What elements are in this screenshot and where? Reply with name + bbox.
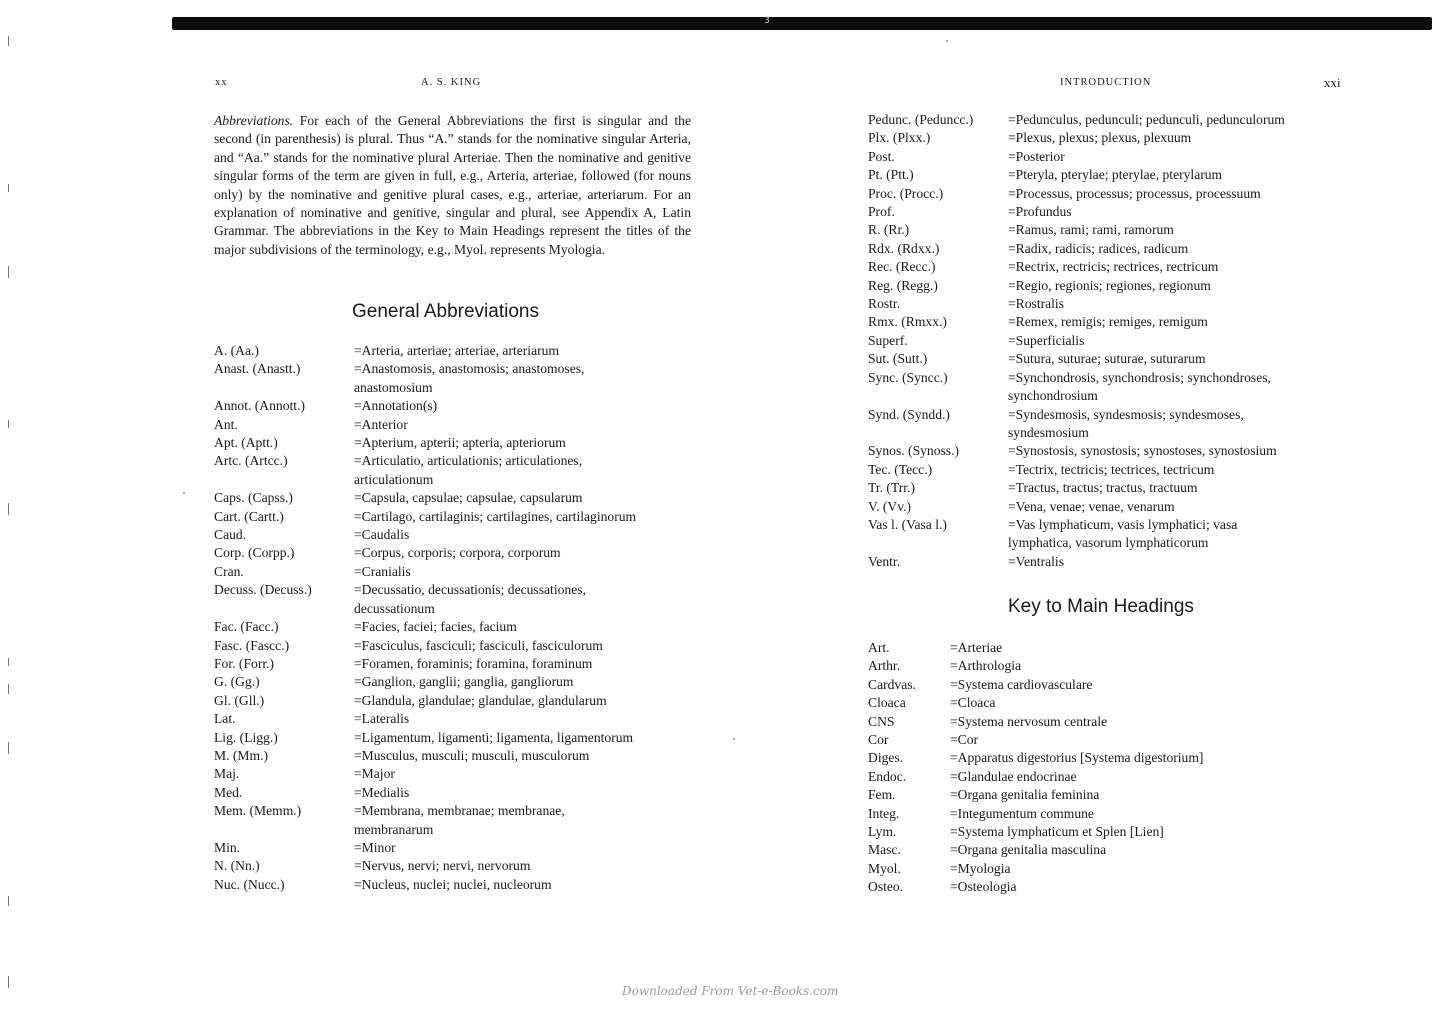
abbreviation-entry (214, 544, 694, 562)
abbreviation-definition: =Rostralis (1008, 296, 1065, 312)
abbreviation-definition: =Integumentum commune (950, 805, 1094, 821)
abbreviation-term: Plx. (Plxx.) (868, 130, 931, 146)
abbreviation-entry (214, 655, 694, 673)
abbreviation-entry (214, 397, 694, 415)
abbreviation-entry (868, 461, 1348, 479)
general-abbreviations-list-left (214, 342, 694, 894)
abbreviation-definition: =Cranialis (354, 563, 411, 579)
abbreviation-term: Osteo. (868, 879, 904, 895)
abbreviation-term: Lym. (868, 824, 897, 840)
abbreviation-entry (214, 526, 694, 544)
abbreviation-entry (868, 878, 1348, 896)
abbreviation-entry (214, 416, 694, 434)
abbreviation-entry (868, 240, 1348, 258)
abbreviation-entry (868, 258, 1348, 276)
download-credit: Downloaded From Vet-e-Books.com (622, 984, 839, 998)
abbreviation-term: Endoc. (868, 768, 907, 784)
abbreviation-entry (214, 765, 694, 783)
general-abbreviations-heading: General Abbreviations (352, 301, 539, 322)
abbreviation-entry (868, 295, 1348, 313)
abbreviation-definition: =Processus, processus; processus, processuum (1008, 185, 1261, 201)
abbreviation-definition: =Minor (354, 839, 396, 855)
abbreviation-term: Synd. (Syndd.) (868, 406, 950, 422)
scan-speck (183, 492, 185, 494)
abbreviation-term: Caps. (Capss.) (214, 490, 293, 506)
scan-mark: 3 (764, 16, 770, 26)
abbreviation-definition: =Organa genitalia feminina (950, 787, 1100, 803)
abbreviation-definition: =Tectrix, tectricis; tectrices, tectricum (1008, 461, 1215, 477)
abbreviation-definition: =Synostosis, synostosis; synostoses, synostosium (1008, 443, 1277, 459)
abbreviation-term: Anast. (Anastt.) (214, 361, 301, 377)
abbreviation-definition: =Ramus, rami; rami, ramorum (1008, 222, 1174, 238)
abbreviation-entry (868, 786, 1348, 804)
intro-text: For each of the General Abbreviations the first is singular and the second (in parenthesis) is plural. Thus “A.” stands for the nominative singular Arteria, and “Aa.” stands for the nominative plural Arteriae. Then the nominative and genitive singular forms of the term are given in full, e.g., Arteria, arteriae, followed (for nouns only) by the nominative and genitive plural cases, e.g., arteriae, arteriarum. For an explanation of nominative and genitive, singular and plural, see Appendix A, Latin Grammar. The abbreviations in the Key to Main Headings represent the titles of the major subdivisions of the terminology, e.g., Myol. represents Myologia. (214, 113, 691, 257)
right-running-title: INTRODUCTION (1060, 77, 1152, 88)
abbreviation-definition: =Medialis (354, 784, 410, 800)
abbreviation-term: Fac. (Facc.) (214, 619, 279, 635)
abbreviation-entry (868, 713, 1348, 731)
key-to-main-headings-heading: Key to Main Headings (1008, 596, 1194, 617)
abbreviation-definition: =Profundus (1008, 204, 1072, 220)
abbreviation-term: Myol. (868, 860, 901, 876)
abbreviation-term: For. (Forr.) (214, 655, 275, 671)
abbreviation-term: Lat. (214, 711, 236, 727)
abbreviation-entry (868, 203, 1348, 221)
abbreviation-definition: =Cartilago, cartilaginis; cartilagines, cartilaginorum (354, 508, 637, 524)
abbreviation-term: Annot. (Annott.) (214, 398, 305, 414)
abbreviation-entry (868, 148, 1348, 166)
abbreviation-definition: =Vas lymphaticum, vasis lymphatici; vasa lymphatica, vasorum lymphaticorum (1008, 516, 1238, 551)
abbreviation-term: Lig. (Ligg.) (214, 729, 278, 745)
abbreviation-term: Cloaca (868, 695, 906, 711)
abbreviation-entry (868, 166, 1348, 184)
abbreviation-definition: =Foramen, foraminis; foramina, foraminum (354, 655, 593, 671)
abbreviation-definition: =Arteriae (950, 640, 1003, 655)
key-to-main-headings-list (868, 639, 1348, 897)
abbreviation-entry (214, 729, 694, 747)
abbreviation-entry (214, 508, 694, 526)
abbreviation-term: Post. (868, 148, 895, 164)
abbreviation-definition: =Nervus, nervi; nervi, nervorum (354, 858, 531, 874)
abbreviation-entry (868, 768, 1348, 786)
abbreviation-definition: =Systema cardiovasculare (950, 676, 1093, 692)
abbreviation-term: Cardvas. (868, 676, 916, 692)
abbreviation-entry (868, 350, 1348, 368)
abbreviation-definition: =Tractus, tractus; tractus, tractuum (1008, 480, 1198, 496)
abbreviation-definition: =Regio, regionis; regiones, regionum (1008, 277, 1211, 293)
abbreviation-term: Vas l. (Vasa l.) (868, 516, 947, 532)
abbreviation-entry (214, 618, 694, 636)
left-running-title: A. S. KING (421, 77, 482, 88)
abbreviation-term: Rdx. (Rdxx.) (868, 240, 940, 256)
abbreviation-definition: =Radix, radicis; radices, radicum (1008, 240, 1189, 256)
abbreviation-term: Rostr. (868, 296, 901, 312)
abbreviation-entry (868, 841, 1348, 859)
abbreviation-definition: =Annotation(s) (354, 398, 438, 414)
abbreviation-term: V. (Vv.) (868, 498, 912, 514)
abbreviation-entry (868, 129, 1348, 147)
abbreviation-definition: =Glandula, glandulae; glandulae, glandularum (354, 692, 607, 708)
abbreviation-term: A. (Aa.) (214, 343, 259, 358)
abbreviation-definition: =Systema lymphaticum et Splen [Lien] (950, 824, 1164, 840)
abbreviation-definition: =Corpus, corporis; corpora, corporum (354, 545, 561, 561)
abbreviation-entry (214, 692, 694, 710)
abbreviation-definition: =Sutura, suturae; suturae, suturarum (1008, 351, 1206, 367)
abbreviation-entry (868, 498, 1348, 516)
scan-top-bar (172, 17, 1432, 30)
abbreviation-term: Rec. (Recc.) (868, 259, 936, 275)
abbreviation-term: Gl. (Gll.) (214, 692, 265, 708)
abbreviation-definition: =Major (354, 766, 395, 782)
general-abbreviations-list-right (868, 111, 1348, 571)
abbreviation-term: Ventr. (868, 553, 901, 569)
abbreviation-entry (214, 452, 694, 489)
abbreviation-definition: =Ganglion, ganglii; ganglia, gangliorum (354, 674, 574, 690)
abbreviation-term: Pt. (Ptt.) (868, 167, 914, 183)
abbreviation-definition: =Musculus, musculi; musculi, musculorum (354, 747, 590, 763)
abbreviation-term: Fasc. (Fascc.) (214, 637, 290, 653)
abbreviation-term: Maj. (214, 766, 240, 782)
abbreviation-term: G. (Gg.) (214, 674, 260, 690)
abbreviation-term: Diges. (868, 750, 904, 766)
abbreviation-definition: =Systema nervosum centrale (950, 713, 1108, 729)
abbreviation-entry (214, 489, 694, 507)
abbreviation-term: Tr. (Trr.) (868, 480, 915, 496)
intro-paragraph (214, 112, 691, 259)
right-page-number: xxi (1324, 75, 1341, 90)
abbreviation-term: Proc. (Procc.) (868, 185, 944, 201)
abbreviation-entry (868, 185, 1348, 203)
abbreviation-definition: =Synchondrosis, synchondrosis; synchondroses, synchondrosium (1008, 369, 1271, 404)
abbreviation-definition: =Nucleus, nuclei; nuclei, nucleorum (354, 876, 552, 892)
abbreviation-entry (868, 676, 1348, 694)
abbreviation-term: Cor (868, 732, 889, 748)
abbreviation-term: Integ. (868, 805, 900, 821)
abbreviation-entry (868, 313, 1348, 331)
abbreviation-term: Decuss. (Decuss.) (214, 582, 312, 598)
abbreviation-definition: =Cor (950, 732, 979, 748)
abbreviation-entry (868, 369, 1348, 406)
abbreviation-entry (868, 553, 1348, 571)
abbreviation-definition: =Arthrologia (950, 658, 1022, 674)
abbreviation-entry (868, 805, 1348, 823)
abbreviation-definition: =Apterium, apterii; apteria, apteriorum (354, 435, 566, 451)
abbreviation-entry (214, 342, 694, 360)
abbreviation-entry (214, 673, 694, 691)
abbreviation-definition: =Rectrix, rectricis; rectrices, rectricum (1008, 259, 1219, 275)
abbreviation-definition: =Anterior (354, 416, 408, 432)
abbreviation-term: Nuc. (Nucc.) (214, 876, 285, 892)
abbreviation-term: M. (Mm.) (214, 747, 268, 763)
abbreviation-term: Art. (868, 640, 890, 655)
abbreviation-term: R. (Rr.) (868, 222, 910, 238)
abbreviation-entry (868, 442, 1348, 460)
abbreviation-definition: =Organa genitalia masculina (950, 842, 1107, 858)
abbreviation-entry (214, 563, 694, 581)
abbreviation-definition: =Fasciculus, fasciculi; fasciculi, fasciculorum (354, 637, 603, 653)
abbreviation-entry (214, 434, 694, 452)
abbreviation-entry (868, 516, 1348, 553)
abbreviation-definition: =Syndesmosis, syndesmosis; syndesmoses, syndesmosium (1008, 406, 1244, 440)
abbreviation-entry (214, 747, 694, 765)
abbreviation-entry (868, 749, 1348, 767)
abbreviation-term: CNS (868, 713, 895, 729)
abbreviation-term: Apt. (Aptt.) (214, 435, 278, 451)
abbreviation-term: Caud. (214, 527, 247, 543)
abbreviation-entry (868, 277, 1348, 295)
abbreviation-entry (214, 839, 694, 857)
abbreviation-definition: =Arteria, arteriae; arteriae, arteriarum (354, 343, 560, 358)
abbreviation-term: Sync. (Syncc.) (868, 369, 948, 385)
abbreviation-definition: =Myologia (950, 860, 1011, 876)
abbreviation-entry (214, 784, 694, 802)
scan-margin-marks (4, 0, 16, 1028)
abbreviation-definition: =Pedunculus, pedunculi; pedunculi, pedunculorum (1008, 112, 1285, 127)
left-page-number: xx (215, 77, 228, 88)
intro-lead: Abbreviations. (214, 113, 294, 128)
abbreviation-term: Rmx. (Rmxx.) (868, 314, 947, 330)
abbreviation-entry (868, 406, 1348, 443)
abbreviation-definition: =Apparatus digestorius [Systema digestorium] (950, 750, 1204, 766)
abbreviation-entry (214, 637, 694, 655)
abbreviation-term: Ant. (214, 416, 238, 432)
abbreviation-term: Cart. (Cartt.) (214, 508, 284, 524)
abbreviation-definition: =Caudalis (354, 527, 410, 543)
abbreviation-definition: =Lateralis (354, 711, 410, 727)
abbreviation-definition: =Cloaca (950, 695, 996, 711)
abbreviation-term: Mem. (Memm.) (214, 803, 302, 819)
abbreviation-entry (214, 802, 694, 839)
abbreviation-definition: =Decussatio, decussationis; decussationes, decussationum (354, 582, 586, 616)
abbreviation-entry (214, 876, 694, 894)
abbreviation-term: Med. (214, 784, 243, 800)
abbreviation-entry (868, 479, 1348, 497)
abbreviation-entry (868, 639, 1348, 657)
abbreviation-entry (868, 332, 1348, 350)
abbreviation-term: Synos. (Synoss.) (868, 443, 960, 459)
scan-speck (946, 40, 948, 42)
abbreviation-entry (214, 710, 694, 728)
abbreviation-definition: =Posterior (1008, 148, 1065, 164)
abbreviation-term: Reg. (Regg.) (868, 277, 938, 293)
abbreviation-definition: =Ligamentum, ligamenti; ligamenta, ligamentorum (354, 729, 634, 745)
abbreviation-term: Masc. (868, 842, 901, 858)
abbreviation-definition: =Superficialis (1008, 332, 1085, 348)
abbreviation-term: Artc. (Artcc.) (214, 453, 288, 469)
abbreviation-term: Min. (214, 839, 241, 855)
abbreviation-term: Superf. (868, 332, 908, 348)
abbreviation-term: Arthr. (868, 658, 901, 674)
scan-speck (733, 738, 735, 740)
abbreviation-definition: =Plexus, plexus; plexus, plexuum (1008, 130, 1192, 146)
abbreviation-term: Pedunc. (Peduncc.) (868, 112, 974, 127)
abbreviation-definition: =Osteologia (950, 879, 1017, 895)
abbreviation-definition: =Facies, faciei; facies, facium (354, 619, 517, 635)
abbreviation-term: Corp. (Corpp.) (214, 545, 295, 561)
abbreviation-definition: =Glandulae endocrinae (950, 768, 1077, 784)
abbreviation-definition: =Anastomosis, anastomosis; anastomoses, anastomosium (354, 361, 585, 395)
abbreviation-entry (868, 823, 1348, 841)
abbreviation-term: Fem. (868, 787, 896, 803)
abbreviation-entry (868, 111, 1348, 129)
abbreviation-term: Cran. (214, 563, 244, 579)
abbreviation-entry (214, 581, 694, 618)
abbreviation-entry (868, 657, 1348, 675)
abbreviation-entry (868, 860, 1348, 878)
abbreviation-term: Tec. (Tecc.) (868, 461, 933, 477)
abbreviation-definition: =Membrana, membranae; membranae, membranarum (354, 803, 565, 837)
abbreviation-definition: =Capsula, capsulae; capsulae, capsularum (354, 490, 583, 506)
abbreviation-term: Prof. (868, 204, 895, 220)
abbreviation-definition: =Ventralis (1008, 553, 1064, 569)
abbreviation-entry (214, 360, 694, 397)
abbreviation-definition: =Remex, remigis; remiges, remigum (1008, 314, 1208, 330)
abbreviation-term: Sut. (Sutt.) (868, 351, 928, 367)
abbreviation-definition: =Articulatio, articulationis; articulationes, articulationum (354, 453, 583, 487)
abbreviation-term: N. (Nn.) (214, 858, 260, 874)
abbreviation-entry (868, 731, 1348, 749)
abbreviation-entry (868, 694, 1348, 712)
abbreviation-entry (868, 221, 1348, 239)
abbreviation-entry (214, 857, 694, 875)
abbreviation-definition: =Vena, venae; venae, venarum (1008, 498, 1175, 514)
abbreviation-definition: =Pteryla, pterylae; pterylae, pterylarum (1008, 167, 1223, 183)
